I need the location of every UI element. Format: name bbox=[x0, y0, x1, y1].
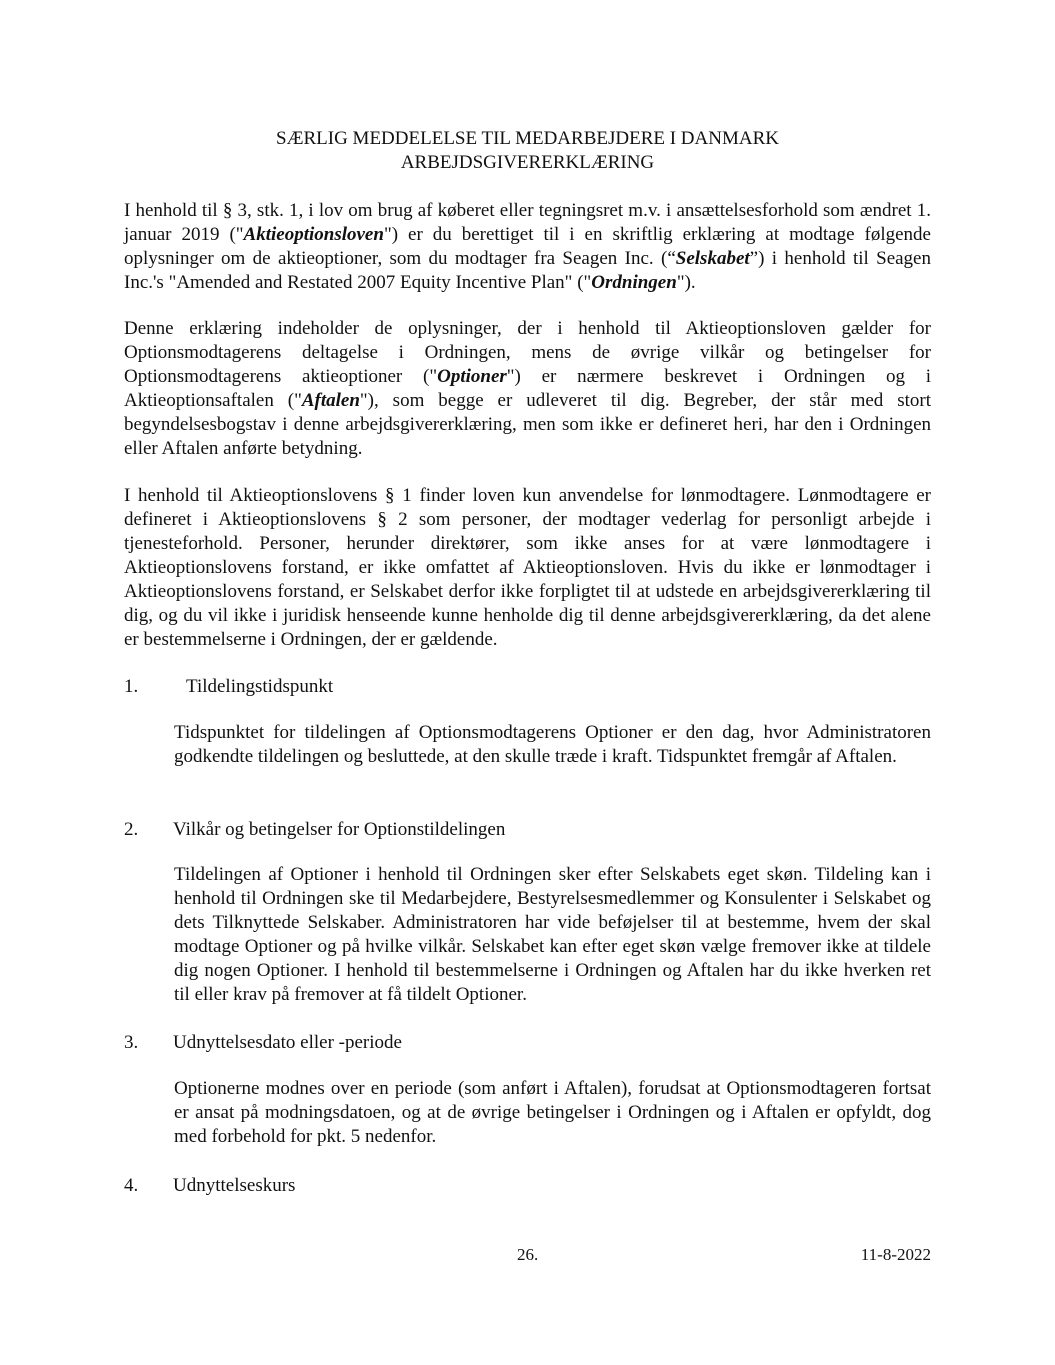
section-title: Tildelingstidspunkt bbox=[186, 676, 334, 697]
section-number: 1. bbox=[124, 676, 139, 697]
section-number: 4. bbox=[124, 1175, 139, 1196]
section-heading-2 bbox=[124, 818, 505, 842]
document-date: 11-8-2022 bbox=[860, 1245, 931, 1264]
section-number: 2. bbox=[124, 819, 139, 840]
section-number: 3. bbox=[124, 1032, 139, 1053]
section-heading-3 bbox=[124, 1031, 402, 1055]
defined-term-selskabet: Selskabet bbox=[675, 248, 750, 269]
page-number: 26. bbox=[517, 1245, 539, 1264]
intro-paragraph-2: Denne erklæring indeholder de oplysninger, der i henhold til Aktieoptionsloven gælder for Optionsmodtagerens deltagelse i Ordningen, mens de øvrige vilkår og betingelser for Optionsmodtagerens aktieoptioner ("Optioner") er nærmere beskrevet i Ordningen og i Aktieoptionsaftalen ("Aftalen"), som begge er udleveret til dig. Begreber, der står med stort begyndelsesbogstav i denne arbejdsgivererklæring, men som ikke er defineret heri, har den i Ordningen eller Aftalen anførte betydning. bbox=[124, 318, 932, 459]
document-title-line-2: ARBEJDSGIVERERKLÆRING bbox=[400, 152, 655, 173]
defined-term-optioner: Optioner bbox=[437, 366, 507, 387]
intro-paragraph-3: I henhold til Aktieoptionslovens § 1 finder loven kun anvendelse for lønmodtagere. Lønmodtagere er defineret i Aktieoptionslovens § 2 som personer, der modtager vederlag for personligt arbejde i tjenesteforhold. Personer, herunder direktører, som ikke anses for at være lønmodtagere i Aktieoptionslovens forstand, er ikke omfattet af Aktieoptionsloven. Hvis du ikke er lønmodtager i Aktieoptionslovens forstand, er Selskabet derfor ikke forpligtet til at udstede en arbejdsgivererklæring til dig, og du vil ikke i juridisk henseende kunne henholde dig til denne arbejdsgivererklæring, da det alene er bestemmelserne i Ordningen, der er gældende. bbox=[124, 485, 931, 650]
section-body-1: Tidspunktet for tildelingen af Optionsmodtagerens Optioner er den dag, hvor Administratoren godkendte tildelingen og besluttede, at den skulle træde i kraft. Tidspunktet fremgår af Aftalen. bbox=[174, 722, 931, 767]
section-title: Udnyttelseskurs bbox=[173, 1175, 296, 1196]
intro-paragraph-1: I henhold til § 3, stk. 1, i lov om brug af køberet eller tegningsret m.v. i ansættelsesforhold som ændret 1. januar 2019 ("Aktieoptionsloven") er du berettiget til i en skriftlig erklæring at modtage følgende oplysninger om de aktieoptioner, som du modtager fra Seagen Inc. (“Selskabet”) i henhold til Seagen Inc.'s "Amended and Restated 2007 Equity Incentive Plan" ("Ordningen"). bbox=[124, 200, 931, 293]
section-body-3: Optionerne modnes over en periode (som anført i Aftalen), forudsat at Optionsmodtageren fortsat er ansat på modningsdatoen, og at de øvrige betingelser i Ordningen og i Aftalen er opfyldt, dog med forbehold for pkt. 5 nedenfor. bbox=[174, 1078, 931, 1147]
defined-term-aftalen: Aftalen bbox=[301, 390, 360, 411]
defined-term-ordningen: Ordningen bbox=[591, 272, 677, 293]
section-body-2: Tildelingen af Optioner i henhold til Ordningen sker efter Selskabets eget skøn. Tildeling kan i henhold til Ordningen ske til Medarbejdere, Bestyrelsesmedlemmer og Konsulenter i Selskabet og dets Tilknyttede Selskaber. Administratoren har vide beføjelser til at bestemme, hvem der skal modtage Optioner og på hvilke vilkår. Selskabet kan efter eget skøn vælge fremover ikke at tildele dig nogen Optioner. I henhold til bestemmelserne i Ordningen og Aftalen har du ikke hverken ret til eller krav på fremover at få tildelt Optioner. bbox=[174, 864, 931, 1005]
section-heading-4 bbox=[124, 1174, 295, 1198]
section-heading-1 bbox=[124, 675, 333, 699]
section-title: Vilkår og betingelser for Optionstildelingen bbox=[173, 819, 506, 840]
section-title: Udnyttelsesdato eller -periode bbox=[173, 1032, 402, 1053]
defined-term-aktieoptionsloven: Aktieoptionsloven bbox=[243, 224, 384, 245]
document-title-line-1: SÆRLIG MEDDELELSE TIL MEDARBEJDERE I DANMARK bbox=[276, 128, 779, 149]
